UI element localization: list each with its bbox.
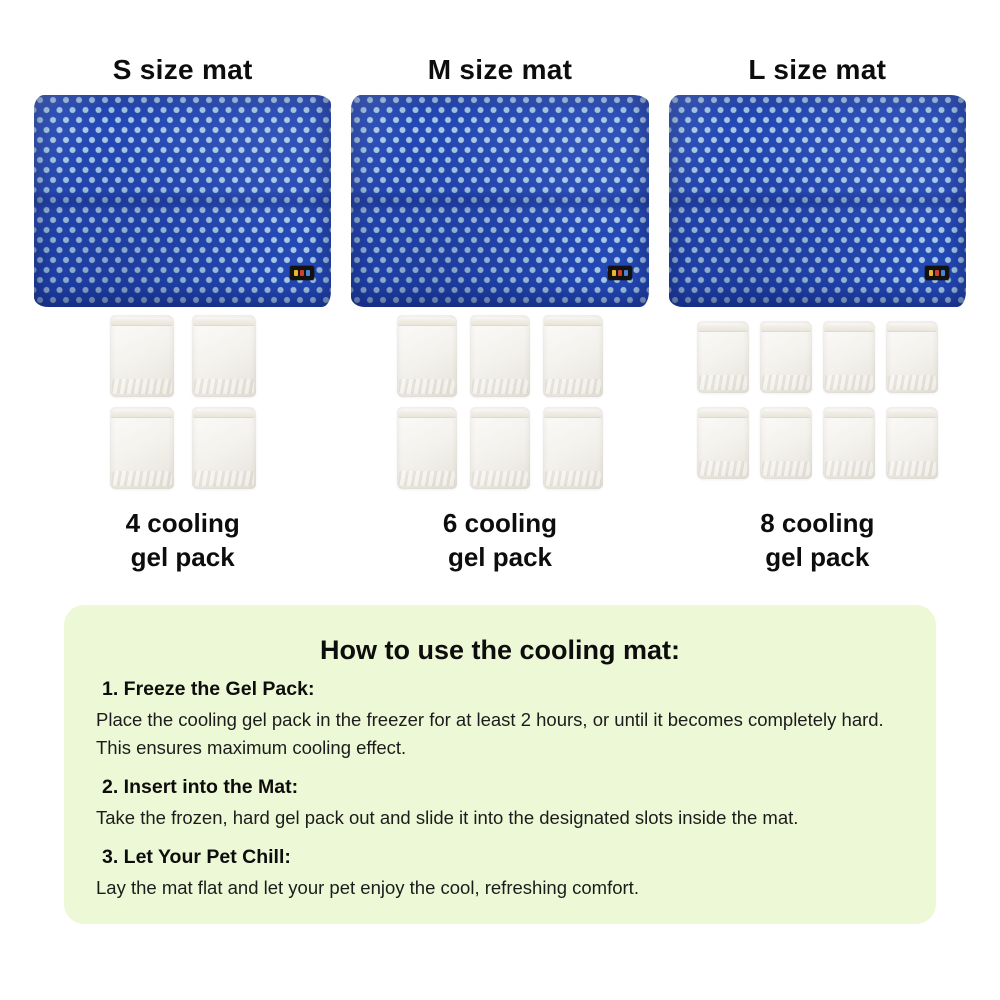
- gel-pack: [543, 315, 603, 397]
- gel-pack: [697, 407, 749, 479]
- gel-pack-count-label-m: [351, 507, 648, 575]
- product-column-l: [669, 54, 966, 575]
- gel-pack: [110, 407, 174, 489]
- gel-pack-count-line2: gel pack: [765, 541, 870, 572]
- mat-brand-tag-icon: [925, 266, 949, 280]
- step-2-heading: 2. Insert into the Mat:: [102, 775, 299, 798]
- step-3-body: Lay the mat flat and let your pet enjoy the cool, refreshing comfort.: [96, 876, 639, 898]
- product-column-s: [34, 54, 331, 575]
- mat-brand-tag-icon: [290, 266, 314, 280]
- gel-pack: [886, 321, 938, 393]
- gel-pack: [470, 407, 530, 489]
- gel-pack-count-line2: gel pack: [130, 541, 235, 572]
- gel-pack: [823, 321, 875, 393]
- gel-pack-grid-m: [351, 315, 648, 491]
- gel-pack: [543, 407, 603, 489]
- step-1-heading: 1. Freeze the Gel Pack:: [102, 677, 315, 700]
- size-heading-l: L size mat: [748, 54, 887, 85]
- gel-pack: [192, 315, 256, 397]
- cooling-mat-photo-s: [34, 95, 331, 307]
- size-heading-s: S size mat: [112, 54, 253, 85]
- gel-pack-count-label-l: [669, 507, 966, 575]
- gel-pack-grid-l: [669, 315, 966, 491]
- gel-pack-grid-s: [34, 315, 331, 491]
- instructions-panel: [64, 605, 936, 925]
- instructions-title: How to use the cooling mat:: [319, 634, 680, 665]
- gel-pack: [886, 407, 938, 479]
- instruction-step-2: [96, 776, 904, 833]
- gel-pack: [760, 321, 812, 393]
- gel-pack-count-line2: gel pack: [447, 541, 553, 572]
- gel-pack-count-label-s: [34, 507, 331, 575]
- product-column-m: [351, 54, 648, 575]
- step-2-body: Take the frozen, hard gel pack out and slide it into the designated slots inside the mat.: [96, 806, 799, 828]
- mat-brand-tag-icon: [608, 266, 632, 280]
- gel-pack-count-line1: 8 cooling: [760, 508, 875, 538]
- step-1-body: Place the cooling gel pack in the freezer for at least 2 hours, or until it becomes completely hard. This ensures maximum cooling effect.: [96, 708, 884, 759]
- gel-pack: [397, 315, 457, 397]
- instruction-step-3: [96, 846, 904, 903]
- gel-pack: [697, 321, 749, 393]
- gel-pack-count-line1: 6 cooling: [442, 508, 558, 538]
- gel-pack: [760, 407, 812, 479]
- gel-pack: [823, 407, 875, 479]
- gel-pack-count-line1: 4 cooling: [125, 508, 240, 538]
- gel-pack: [397, 407, 457, 489]
- size-heading-m: M size mat: [427, 54, 573, 85]
- cooling-mat-photo-m: [351, 95, 648, 307]
- step-3-heading: 3. Let Your Pet Chill:: [102, 845, 291, 868]
- gel-pack: [110, 315, 174, 397]
- gel-pack: [192, 407, 256, 489]
- instruction-step-1: [96, 678, 904, 763]
- cooling-mat-photo-l: [669, 95, 966, 307]
- gel-pack: [470, 315, 530, 397]
